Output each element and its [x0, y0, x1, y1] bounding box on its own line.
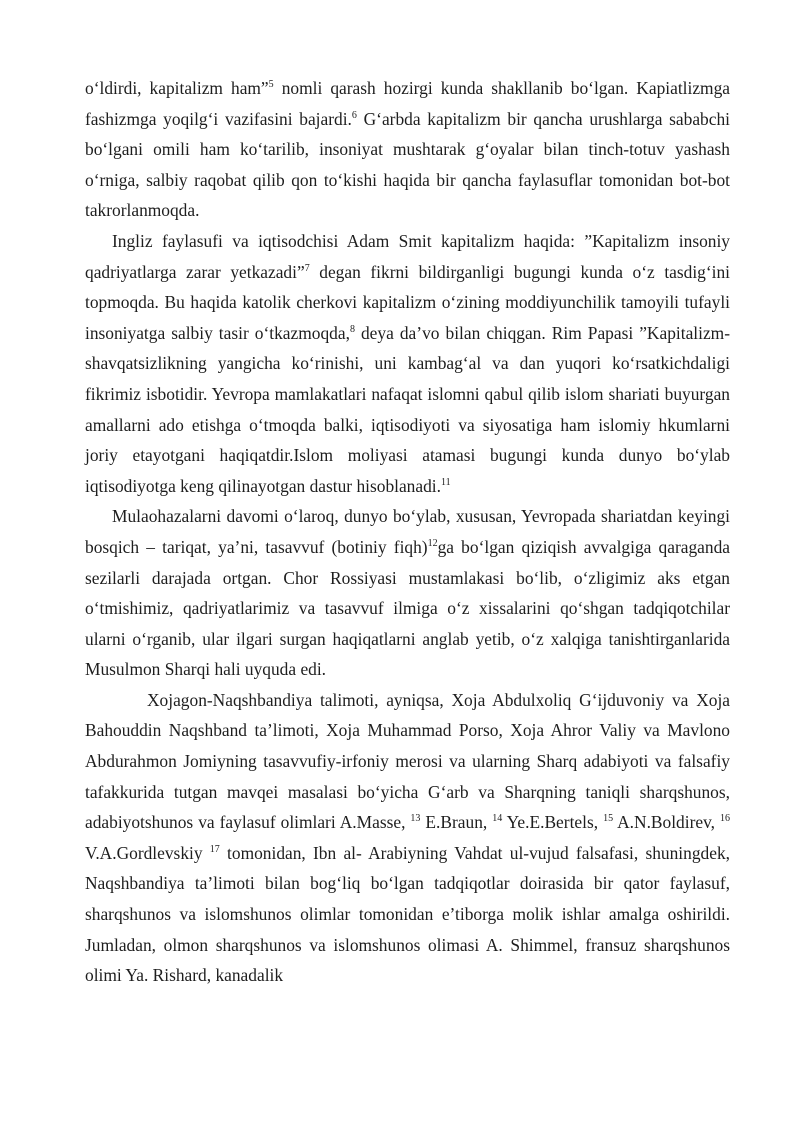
footnote-marker: 8	[349, 323, 355, 335]
paragraph-text: degan fikrni bildirganligi bugungi kunda o‘z tasdig‘ini topmoqda. Bu haqida katolik cherkovi kapitalizm o‘zining moddiyunchilik tamoyili tufayli insoniyatga salbiy tasir o‘tkazmoqda,	[85, 261, 731, 343]
footnote-marker: 15	[603, 813, 614, 825]
paragraph-text: tomonidan, Ibn al- Arabiyning Vahdat ul-vujud falsafasi, shuningdek, Naqshbandiya ta’limoti bilan bog‘liq bo‘lgan tadqiqotlar doirasida bir qator faylasuf, sharqshunos va islomshunos olimlar tomonidan e’tiborga molik ishlar amalga oshirildi. Jumladan, olmon sharqshunos va islomshunos olimasi A. Shimmel, fransuz sharqshunos olimi Ya. Rishard, kanadalik	[85, 842, 730, 986]
paragraph-text: o‘ldirdi, kapitalizm ham”	[85, 78, 269, 98]
footnote-marker: 14	[492, 813, 503, 825]
footnote-marker: 17	[209, 843, 220, 855]
paragraph-text: A.N.Boldirev,	[613, 812, 721, 833]
footnote-marker: 5	[268, 79, 274, 90]
footnote-marker: 11	[440, 476, 451, 488]
paragraph-text: Mulaohazalarni davomi o‘laroq, dunyo bo‘ylab, xususan, Yevropada shariatdan keyingi bosqich – tariqat, ya’ni, tasavvuf (botiniy fiqh)	[85, 506, 730, 557]
paragraph-text: Ingliz faylasufi va iqtisodchisi Adam Smit kapitalizm haqida: ”Kapitalizm insoniy qadriyatlarga zarar yetkazadi”	[85, 230, 730, 282]
paragraph-text: G‘arbda kapitalizm bir qancha urushlarga sababchi bo‘lgani omili ham ko‘tarilib, insoniyat mushtarak g‘oyalar bilan tinch-totuv yashash o‘rniga, salbiy raqobat qilib qon to‘kishi haqida bir qancha faylasuflar tomonidan bot-bot takrorlanmoqda.	[85, 108, 730, 221]
paragraph-text: deya da’vo bilan chiqgan. Rim Papasi ”Kapitalizm-shavqatsizlikning yangicha ko‘rinishi, uni kambag‘al va dan yuqori ko‘rsatkichdaligi fikrimiz isbotidir. Yevropa mamlakatlari nafaqat islomni qabul qilib islom shariati buyurgan amallarni ado etishga o‘tmoqda balki, iqtisodiyoti va siyosatiga ham islomiy hkumlarni joriy etayotgani haqiqatdir.Islom moliyasi atamasi bugungi kunda dunyo bo‘ylab iqtisodiyotga keng qilinayotgan dastur hisoblanadi.	[85, 322, 730, 496]
paragraph-text: V.A.Gordlevskiy	[85, 842, 210, 863]
paragraph-text: nomli qarash hozirgi kunda shakllanib bo‘lgan. Kapiatlizmga fashizmga yoqilg‘i vazifasini bajardi.	[85, 78, 730, 129]
body-paragraph	[85, 73, 730, 226]
footnote-marker: 7	[304, 262, 310, 274]
body-paragraph	[85, 685, 730, 991]
paragraph-text: Xojagon-Naqshbandiya talimoti, ayniqsa, Xoja Abdulxoliq G‘ijduvoniy va Xoja Bahouddin Naqshband ta’limoti, Xoja Muhammad Porso, Xoja Ahror Valiy va Mavlono Abdurahmon Jomiyning tasavvufiy-irfoniy merosi va ularning Sharq adabiyoti va falsafiy tafakkurida tutgan mavqei masalasi bo‘yicha G‘arb va Sharqning taniqli sharqshunos, adabiyotshunos va faylasuf olimlari A.Masse,	[85, 689, 730, 833]
paragraph-text: E.Braun,	[420, 812, 493, 833]
footnote-marker: 12	[427, 537, 438, 549]
footnote-marker: 16	[720, 813, 731, 825]
footnote-marker: 6	[351, 109, 357, 121]
paragraph-text: Ye.E.Bertels,	[502, 812, 604, 833]
footnote-marker: 13	[410, 813, 421, 825]
document-page	[85, 73, 730, 991]
paragraph-text: ga bo‘lgan qiziqish avvalgiga qaraganda sezilarli darajada ortgan. Chor Rossiyasi mustamlakasi bo‘lib, o‘zligimiz aks etgan o‘tmishimiz, qadriyatlarimiz va tasavvuf ilmiga o‘z xissalarini qo‘shgan tadqiqotchilar ularni o‘rganib, ular ilgari surgan haqiqatlarni anglab yetib, o‘z xalqiga tanishtirganlarida Musulmon Sharqi hali uyquda edi.	[85, 536, 730, 680]
body-paragraph	[85, 226, 730, 501]
body-paragraph	[85, 501, 730, 685]
